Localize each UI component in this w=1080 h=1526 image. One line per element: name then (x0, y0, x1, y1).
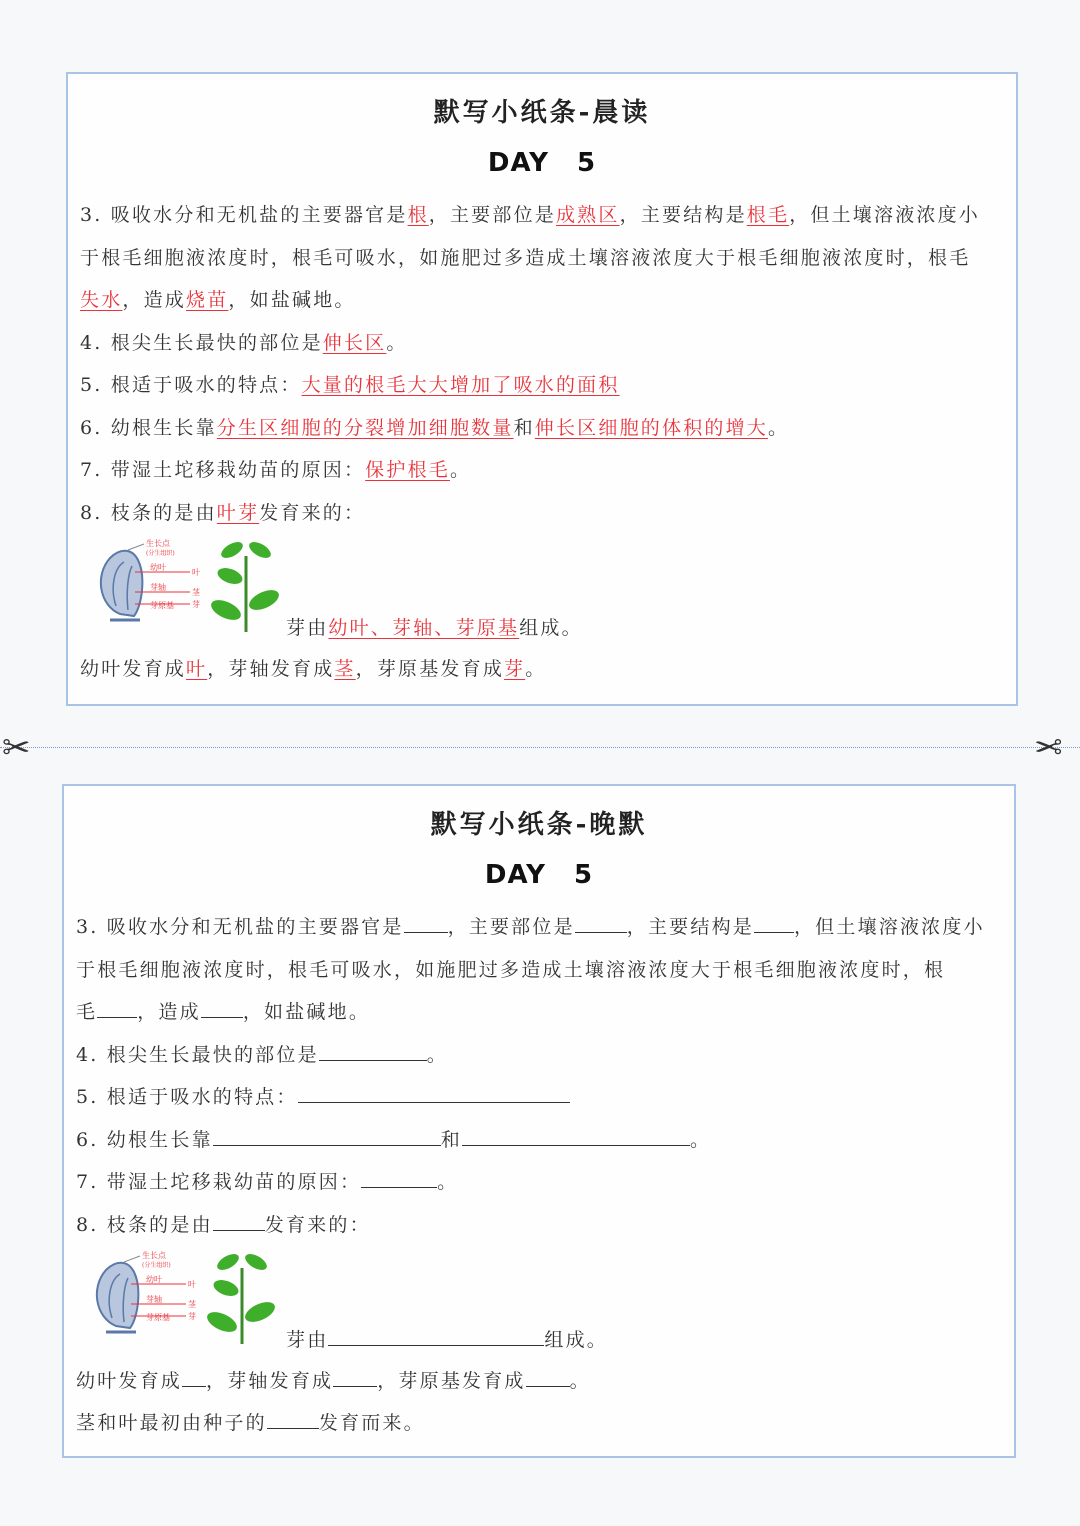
q3-line1: 3. 吸收水分和无机盐的主要器官是根，主要部位是成熟区，主要结构是根毛，但土壤溶液浓度小 (80, 204, 981, 226)
blank[interactable] (404, 914, 448, 933)
scissors-icon: ✂ (1034, 728, 1063, 768)
cut-line (0, 747, 1080, 748)
label-bud: 芽 (188, 1312, 196, 1321)
q7-line: 7. 带湿土坨移栽幼苗的原因：保护根毛。 (80, 459, 472, 481)
blank[interactable] (333, 1368, 377, 1387)
blank[interactable] (462, 1127, 690, 1146)
blank[interactable] (267, 1410, 319, 1429)
bud-composition-line: 芽由 组成。 (286, 1329, 609, 1351)
label-growth-sub: (分生组织) (146, 550, 175, 557)
label-stem: 茎 (188, 1300, 196, 1309)
blank[interactable] (319, 1042, 427, 1061)
label-primordium: 芽原基 (146, 1313, 170, 1322)
development-line: 幼叶发育成 ，芽轴发育成 ，芽原基发育成 。 (76, 1370, 591, 1392)
label-young-leaf: 幼叶 (146, 1275, 162, 1284)
scissors-icon: ✂ (2, 728, 31, 768)
q5-line: 5. 根适于吸水的特点： (76, 1084, 1000, 1110)
q8-line: 8. 枝条的是由叶芽发育来的： (80, 502, 366, 524)
label-bud-axis: 芽轴 (150, 583, 166, 592)
day-label: DAY 5 (484, 860, 594, 890)
blank[interactable] (97, 999, 137, 1018)
bud-diagram (80, 536, 280, 636)
blank[interactable] (213, 1127, 441, 1146)
q4-line: 4. 根尖生长最快的部位是伸长区。 (80, 332, 408, 354)
blank[interactable] (575, 914, 627, 933)
blank[interactable] (298, 1084, 570, 1103)
label-growth-point: 生长点 (146, 539, 170, 548)
blank[interactable] (182, 1368, 206, 1387)
q3-line3: 失水，造成烧苗，如盐碱地。 (80, 289, 356, 311)
label-leaf: 叶 (192, 568, 200, 577)
label-bud: 芽 (192, 600, 200, 609)
bud-composition-line: 芽由幼叶、芽轴、芽原基组成。 (286, 617, 583, 639)
label-young-leaf: 幼叶 (150, 563, 166, 572)
q8-line: 8. 枝条的是由 发育来的： (76, 1214, 371, 1236)
q6-line: 6. 幼根生长靠 和 。 (76, 1129, 712, 1151)
q7-line: 7. 带湿土坨移栽幼苗的原因： 。 (76, 1171, 459, 1193)
q3-line3: 毛 ，造成 ，如盐碱地。 (76, 1001, 371, 1023)
q3-line2: 于根毛细胞液浓度时，根毛可吸水，如施肥过多造成土壤溶液浓度大于根毛细胞液浓度时，根毛 (80, 247, 971, 269)
blank[interactable] (361, 1169, 437, 1188)
development-line: 幼叶发育成叶，芽轴发育成茎，芽原基发育成芽。 (80, 658, 547, 680)
q3-line1: 3. 吸收水分和无机盐的主要器官是 ，主要部位是 ，主要结构是 ，但土壤溶液浓度小 (76, 916, 985, 938)
q4-line: 4. 根尖生长最快的部位是 。 (76, 1044, 448, 1066)
bud-diagram (76, 1248, 276, 1348)
evening-card (62, 784, 1016, 1458)
blank[interactable] (526, 1368, 570, 1387)
blank[interactable] (754, 914, 794, 933)
q6-line: 6. 幼根生长靠分生区细胞的分裂增加细胞数量和伸长区细胞的体积的增大。 (80, 417, 790, 439)
label-growth-sub: (分生组织) (142, 1262, 171, 1269)
blank[interactable] (201, 999, 243, 1018)
label-leaf: 叶 (188, 1280, 196, 1289)
label-primordium: 芽原基 (150, 601, 174, 610)
label-bud-axis: 芽轴 (146, 1295, 162, 1304)
seed-line: 茎和叶最初由种子的 发育而来。 (76, 1412, 425, 1434)
label-stem: 茎 (192, 588, 200, 597)
q3-line2: 于根毛细胞液浓度时，根毛可吸水，如施肥过多造成土壤溶液浓度大于根毛细胞液浓度时，根 (76, 959, 946, 981)
morning-card (66, 72, 1018, 706)
blank[interactable] (213, 1212, 265, 1231)
q5-line: 5. 根适于吸水的特点：大量的根毛大大增加了吸水的面积 (80, 374, 620, 396)
card-title: 默写小纸条-晨读 (433, 98, 651, 128)
label-growth-point: 生长点 (142, 1251, 166, 1260)
day-label: DAY 5 (487, 148, 597, 178)
blank[interactable] (328, 1327, 544, 1346)
card-title: 默写小纸条-晚默 (430, 810, 648, 840)
